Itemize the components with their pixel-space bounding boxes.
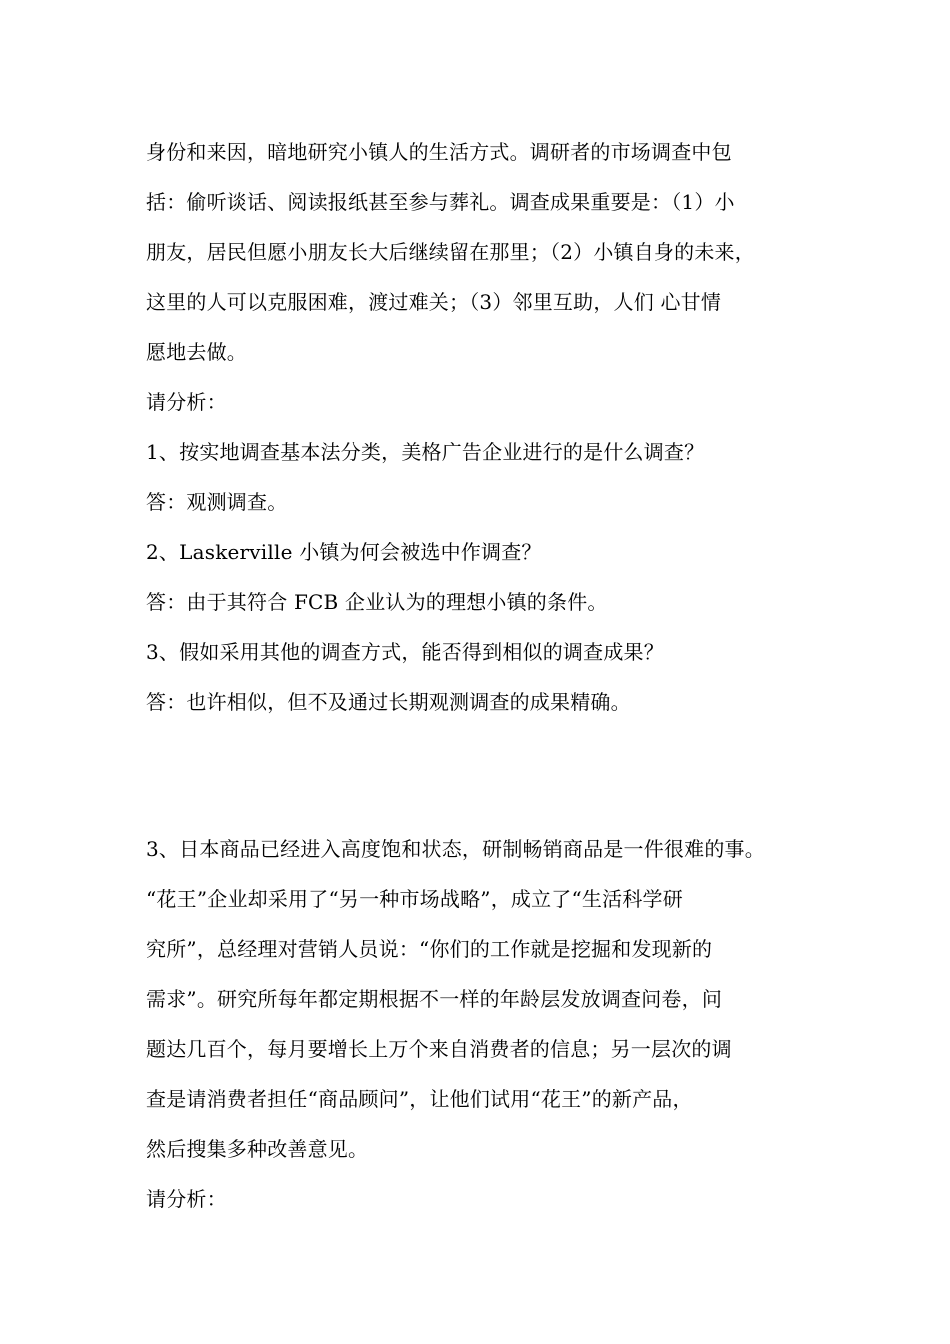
paragraph-line: 括：偷听谈话、阅读报纸甚至参与葬礼。调查成果重要是：（1）小 — [146, 190, 735, 214]
paragraph-line: 究所”，总经理对营销人员说：“你们的工作就是挖掘和发现新的 — [146, 937, 713, 961]
question-3: 3、假如采用其他的调查方式，能否得到相似的调查成果？ — [146, 640, 664, 664]
paragraph-line: 这里的人可以克服困难，渡过难关；（3）邻里互助，人们 心甘情 — [146, 290, 722, 314]
paragraph-line: 然后搜集多种改善意见。 — [146, 1137, 369, 1161]
paragraph-line: 3、日本商品已经进入高度饱和状态，研制畅销商品是一件很难的事。 — [146, 837, 765, 861]
paragraph-line: 查是请消费者担任“商品顾问”，让他们试用“花王”的新产品， — [146, 1087, 693, 1111]
case-study-section-1 — [146, 127, 846, 727]
paragraph-line: 愿地去做。 — [146, 340, 247, 364]
question-1: 1、按实地调查基本法分类，美格广告企业进行的是什么调查？ — [146, 440, 705, 464]
answer-2: 答：由于其符合 FCB 企业认为的理想小镇的条件。 — [146, 590, 608, 614]
answer-1: 答：观测调查。 — [146, 490, 288, 514]
case-study-section-2 — [146, 824, 846, 1224]
question-2: 2、Laskerville 小镇为何会被选中作调查？ — [146, 540, 542, 564]
paragraph-line: 需求”。研究所每年都定期根据不一样的年龄层发放调查问卷，问 — [146, 987, 723, 1011]
paragraph-line: 朋友，居民但愿小朋友长大后继续留在那里；（2）小镇自身的未来， — [146, 240, 755, 264]
answer-3: 答：也许相似，但不及通过长期观测调查的成果精确。 — [146, 690, 631, 714]
paragraph-line: 身份和来因，暗地研究小镇人的生活方式。调研者的市场调查中包 — [146, 140, 732, 164]
paragraph-line: “花王”企业却采用了“另一种市场战略”，成立了“生活科学研 — [146, 887, 683, 911]
analysis-prompt: 请分析： — [146, 390, 227, 414]
analysis-prompt: 请分析： — [146, 1187, 227, 1211]
paragraph-line: 题达几百个，每月要增长上万个来自消费者的信息；另一层次的调 — [146, 1037, 732, 1061]
